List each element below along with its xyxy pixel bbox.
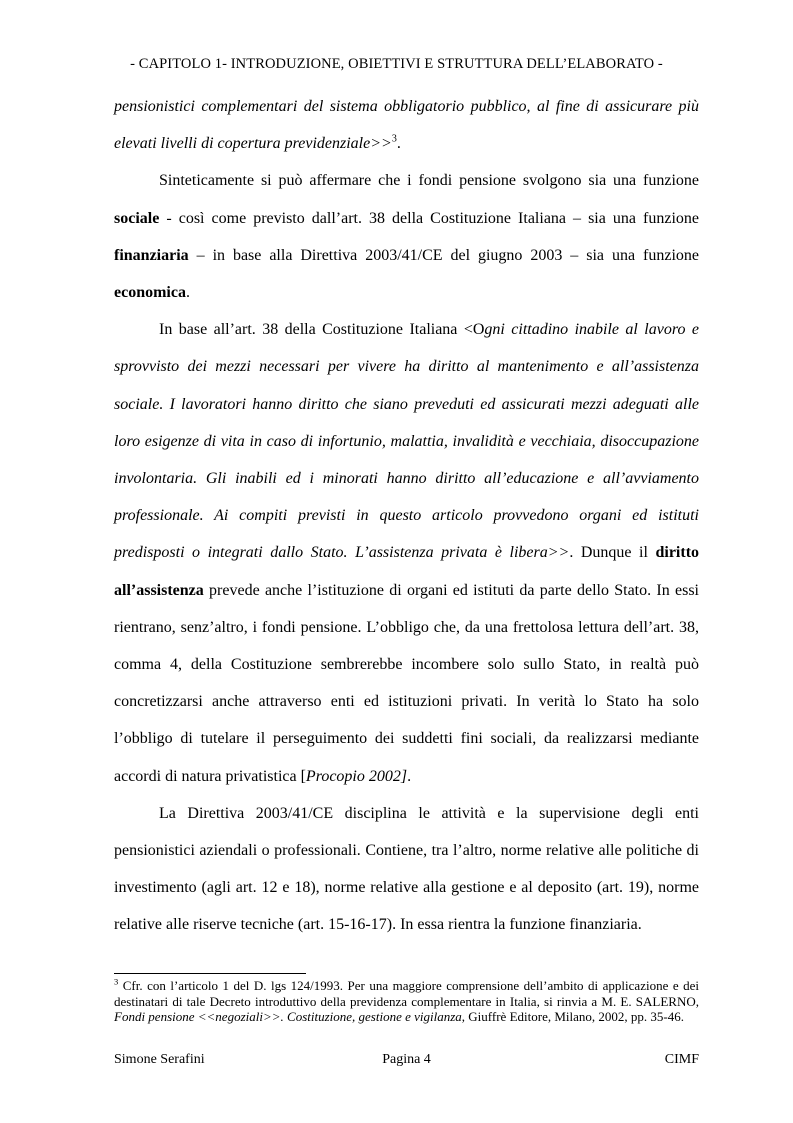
- bold-term-finanziaria: finanziaria: [114, 246, 189, 264]
- italic-citation: Procopio 2002]: [305, 767, 408, 785]
- text-run: .: [396, 135, 401, 153]
- main-text: [114, 88, 699, 944]
- text-run: Sinteticamente si può affermare che i fondi pensione svolgono sia una funzione: [159, 172, 699, 190]
- text-run: .: [185, 284, 190, 302]
- paragraph-directive: La Direttiva 2003/41/CE disciplina le attività e la supervisione degli enti pensionistici aziendali o professionali. Contiene, tra l’altro, norme relative alle politiche di investimento (agli art. 12 e 18), norme relative alla gestione e al deposito (art. 19), norme relative alle riserve tecniche (art. 15-16-17). In essa rientra la funzione finanziaria.: [114, 804, 699, 934]
- footer-author: Simone Serafini: [114, 1052, 205, 1067]
- italic-article-quote: gni cittadino inabile al lavoro e sprovvisto dei mezzi necessari per vivere ha diritto al mantenimento e all’assistenza sociale. I lavoratori hanno diritto che siano preveduti ed assicurati mezzi adeguati alle loro esigenze di vita in caso di infortunio, malattia, invalidità e vecchiaia, disoccupazione involontaria. Gli inabili ed i minorati hanno diritto all’educazione e all’avviamento professionale. Ai compiti previsti in questo articolo provvedono organi ed istituti predisposti o integrati dallo Stato. L’assistenza privata è libera>>: [114, 321, 699, 562]
- page-footer: [114, 1052, 699, 1068]
- text-run: .: [407, 767, 412, 785]
- italic-quote: pensionistici complementari del sistema obbligatorio pubblico, al fine di assicurare più elevati livelli di copertura previdenziale>>: [114, 98, 699, 153]
- footnote-reference[interactable]: 3: [391, 133, 397, 145]
- bold-term-diritto-assistenza: diritto all’assistenza: [114, 544, 700, 599]
- text-run: prevede anche l’istituzione di organi ed istituti da parte dello Stato. In essi rientrano, senz’altro, i fondi pensione. L’obbligo che, da una frettolosa lettura dell’art. 38, comma 4, della Costituzione sembrerebbe incombere solo sullo Stato, in realtà può concretizzarsi anche attraverso enti ed istituzioni privati. In verità lo Stato ha solo l’obbligo di tutelare il perseguimento dei suddetti fini sociali, da realizzarsi mediante accordi di natura privatistica [: [114, 581, 699, 785]
- text-run: In base all’art. 38 della Costituzione Italiana <O: [159, 321, 485, 339]
- paragraph-continuation: [114, 88, 699, 162]
- bold-term-economica: economica: [114, 284, 186, 302]
- text-run: . Dunque il: [569, 544, 656, 562]
- footer-page-number: Pagina 4: [382, 1052, 431, 1067]
- text-run: – in base alla Direttiva 2003/41/CE del giugno 2003 – sia una funzione: [188, 246, 699, 264]
- footer-institution: CIMF: [664, 1052, 699, 1067]
- text-run: , Giuffrè Editore, Milano, 2002, pp. 35-46.: [461, 1009, 684, 1024]
- paragraph-art38: [114, 311, 699, 795]
- footnote-separator: [114, 973, 306, 974]
- text-run: - così come previsto dall’art. 38 della Costituzione Italiana – sia una funzione: [159, 209, 699, 227]
- running-header: - CAPITOLO 1- INTRODUZIONE, OBIETTIVI E STRUTTURA DELL’ELABORATO -: [130, 56, 663, 72]
- paragraph-functions: [114, 162, 699, 311]
- footnote: [114, 978, 699, 1025]
- italic-book-title: Fondi pensione <<negoziali>>. Costituzione, gestione e vigilanza: [114, 1009, 462, 1024]
- bold-term-sociale: sociale: [114, 209, 160, 227]
- text-run: Cfr. con l’articolo 1 del D. lgs 124/1993. Per una maggiore comprensione dell’ambito di applicazione e dei destinatari di tale Decreto introduttivo della previdenza complementare in Italia, si rinvia a M. E. SALERNO,: [114, 978, 699, 1009]
- footnote-number: 3: [114, 976, 119, 987]
